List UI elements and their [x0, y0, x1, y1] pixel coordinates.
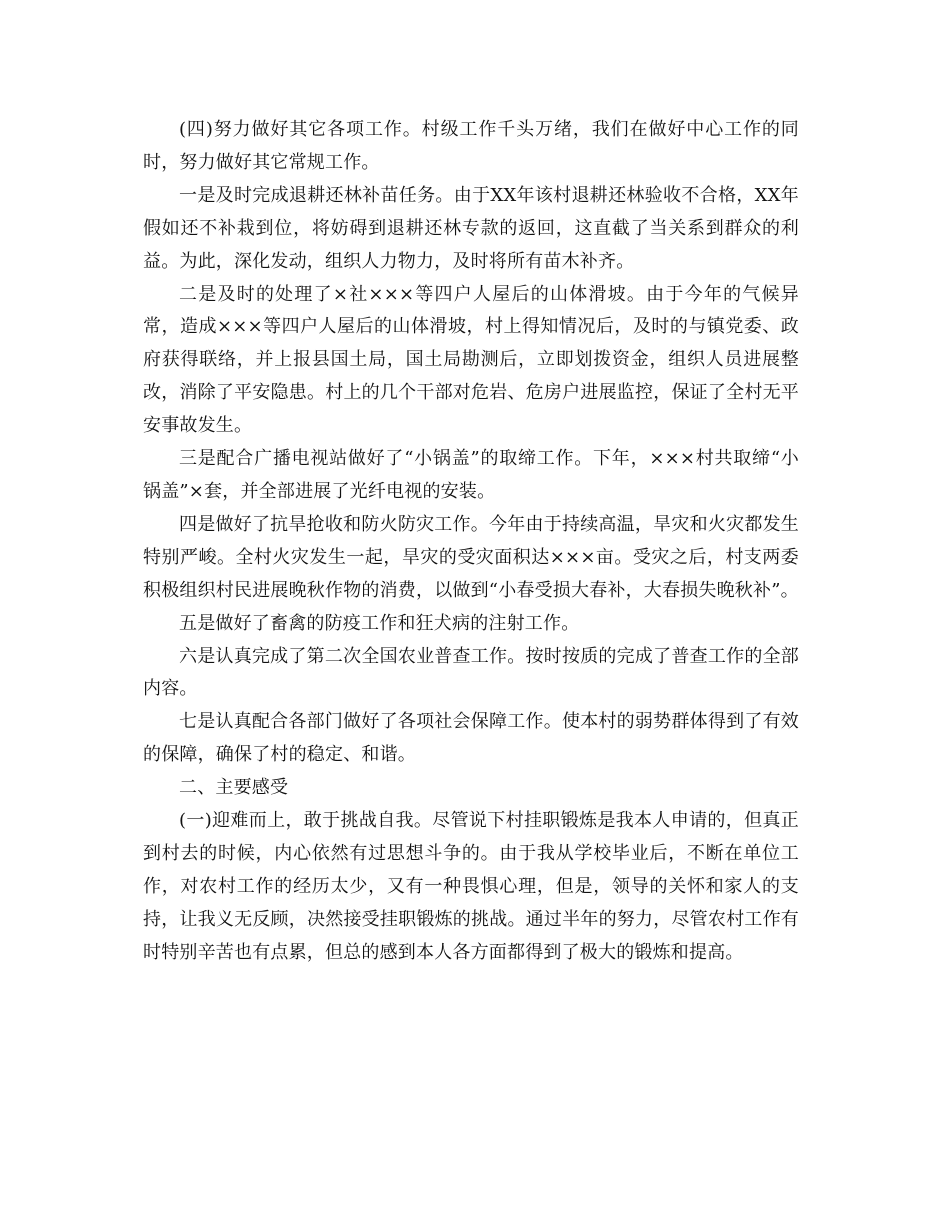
paragraph-agri-census: 六是认真完成了第二次全国农业普查工作。按时按质的完成了普查工作的全部内容。	[143, 645, 799, 700]
paragraph-social-security: 七是认真配合各部门做好了各项社会保障工作。使本村的弱势群体得到了有效的保障，确保了村的稳定、和谐。	[143, 711, 799, 766]
paragraph-landslide: 二是及时的处理了×社×××等四户人屋后的山体滑坡。由于今年的气候异常，造成×××等四户人屋后的山体滑坡，村上得知情况后，及时的与镇党委、政府获得联络，并上报县国土局，国土局勘测后，立即划拨资金，组织人员进展整改，消除了平安隐患。村上的几个干部对危岩、危房户进展监控，保证了全村无平安事故发生。	[143, 283, 799, 437]
paragraph-drought-fire: 四是做好了抗旱抢收和防火防灾工作。今年由于持续高温，旱灾和火灾都发生特别严峻。全村火灾发生一起，旱灾的受灾面积达×××亩。受灾之后，村支两委积极组织村民进展晚秋作物的消费，以做到“小春受损大春补，大春损失晚秋补”。	[143, 513, 799, 601]
document-body	[143, 114, 799, 970]
paragraph-reforestation: 一是及时完成退耕还林补苗任务。由于XX年该村退耕还林验收不合格，XX年假如还不补栽到位，将妨碍到退耕还林专款的返回，这直截了当关系到群众的利益。为此，深化发动，组织人力物力，及时将所有苗木补齐。	[143, 184, 799, 272]
section-heading-main-feelings: 二、主要感受	[179, 777, 289, 799]
paragraph-other-work: (四)努力做好其它各项工作。村级工作千头万绪，我们在做好中心工作的同时，努力做好其它常规工作。	[143, 119, 799, 173]
paragraph-challenge-self: (一)迎难而上，敢于挑战自我。尽管说下村挂职锻炼是我本人申请的，但真正到村去的时候，内心依然有过思想斗争的。由于我从学校毕业后，不断在单位工作，对农村工作的经历太少，又有一种畏惧心理，但是，领导的关怀和家人的支持，让我义无反顾，决然接受挂职锻炼的挑战。通过半年的努力，尽管农村工作有时特别辛苦也有点累，但总的感到本人各方面都得到了极大的锻炼和提高。	[143, 810, 799, 963]
paragraph-satellite-dish: 三是配合广播电视站做好了“小锅盖”的取缔工作。下年，×××村共取缔“小锅盖”×套，并全部进展了光纤电视的安装。	[143, 448, 799, 502]
paragraph-epidemic-prevention: 五是做好了畜禽的防疫工作和狂犬病的注射工作。	[179, 612, 580, 634]
